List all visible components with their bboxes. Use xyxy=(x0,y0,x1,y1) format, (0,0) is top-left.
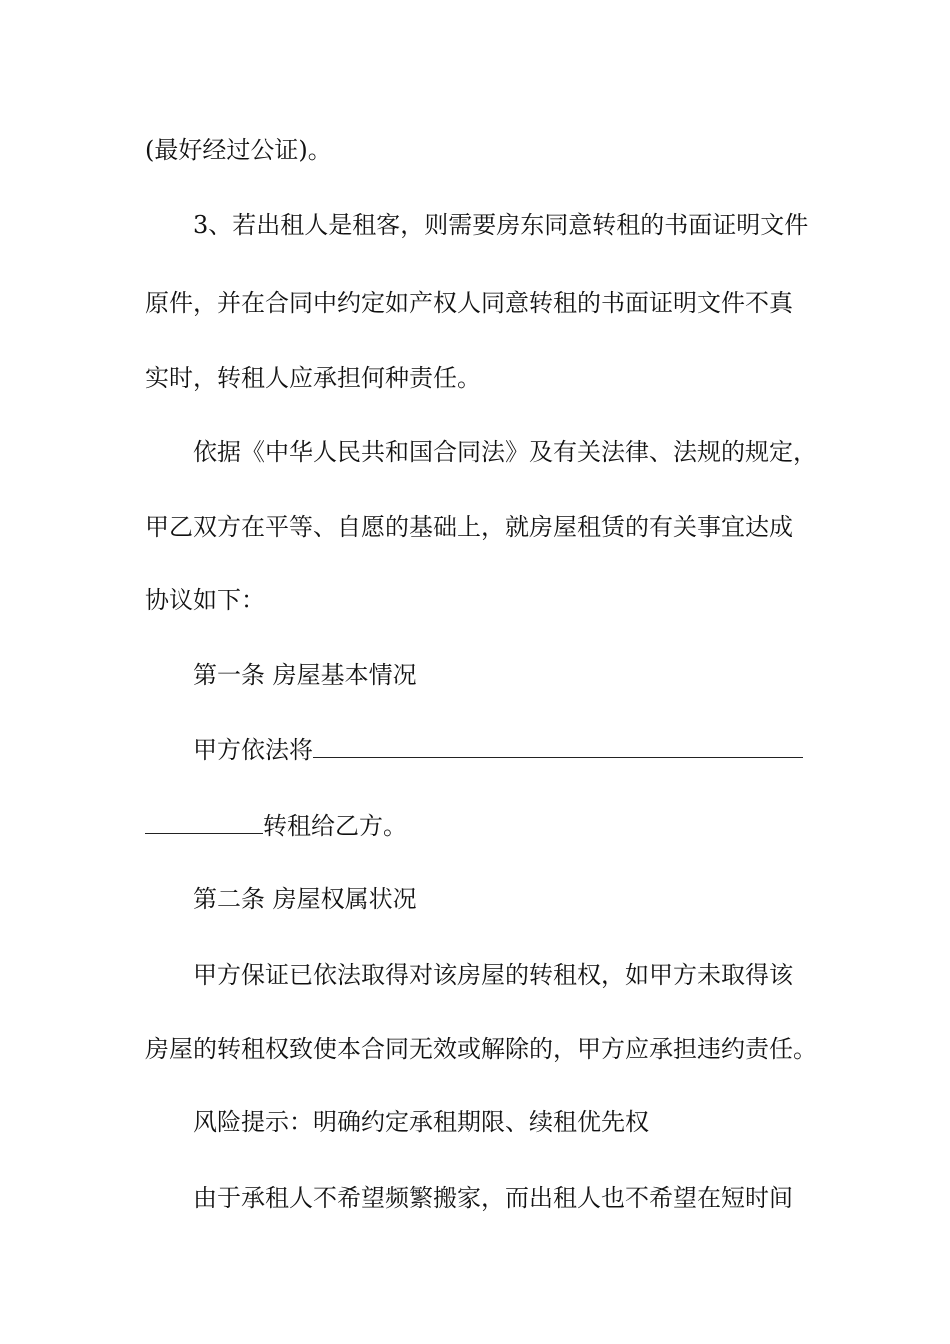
paragraph-line: 协议如下： xyxy=(145,586,265,614)
paragraph-line: 甲方保证已依法取得对该房屋的转租权，如甲方未取得该 xyxy=(193,961,793,989)
paragraph-text: 转租给乙方。 xyxy=(263,812,407,840)
fill-in-line xyxy=(145,811,815,841)
fill-in-line xyxy=(193,735,863,765)
paragraph-line: 甲乙双方在平等、自愿的基础上，就房屋租赁的有关事宜达成 xyxy=(145,513,793,541)
paragraph-text: 甲方依法将 xyxy=(193,736,313,764)
risk-note: 风险提示：明确约定承租期限、续租优先权 xyxy=(193,1108,649,1136)
paragraph-line: 原件，并在合同中约定如产权人同意转租的书面证明文件不真 xyxy=(145,289,793,317)
paragraph-line: 由于承租人不希望频繁搬家，而出租人也不希望在短时间 xyxy=(193,1184,793,1212)
paragraph-line: (最好经过公证)。 xyxy=(145,136,332,164)
blank-field xyxy=(145,811,263,834)
paragraph-line: 房屋的转租权致使本合同无效或解除的，甲方应承担违约责任。 xyxy=(145,1035,817,1063)
paragraph-line: 3、若出租人是租客，则需要房东同意转租的书面证明文件 xyxy=(193,211,809,239)
paragraph-line: 实时，转租人应承担何种责任。 xyxy=(145,364,481,392)
blank-field xyxy=(313,735,803,758)
section-heading: 第一条 房屋基本情况 xyxy=(193,661,417,689)
section-heading: 第二条 房屋权属状况 xyxy=(193,885,417,913)
paragraph-line: 依据《中华人民共和国合同法》及有关法律、法规的规定， xyxy=(193,438,817,466)
